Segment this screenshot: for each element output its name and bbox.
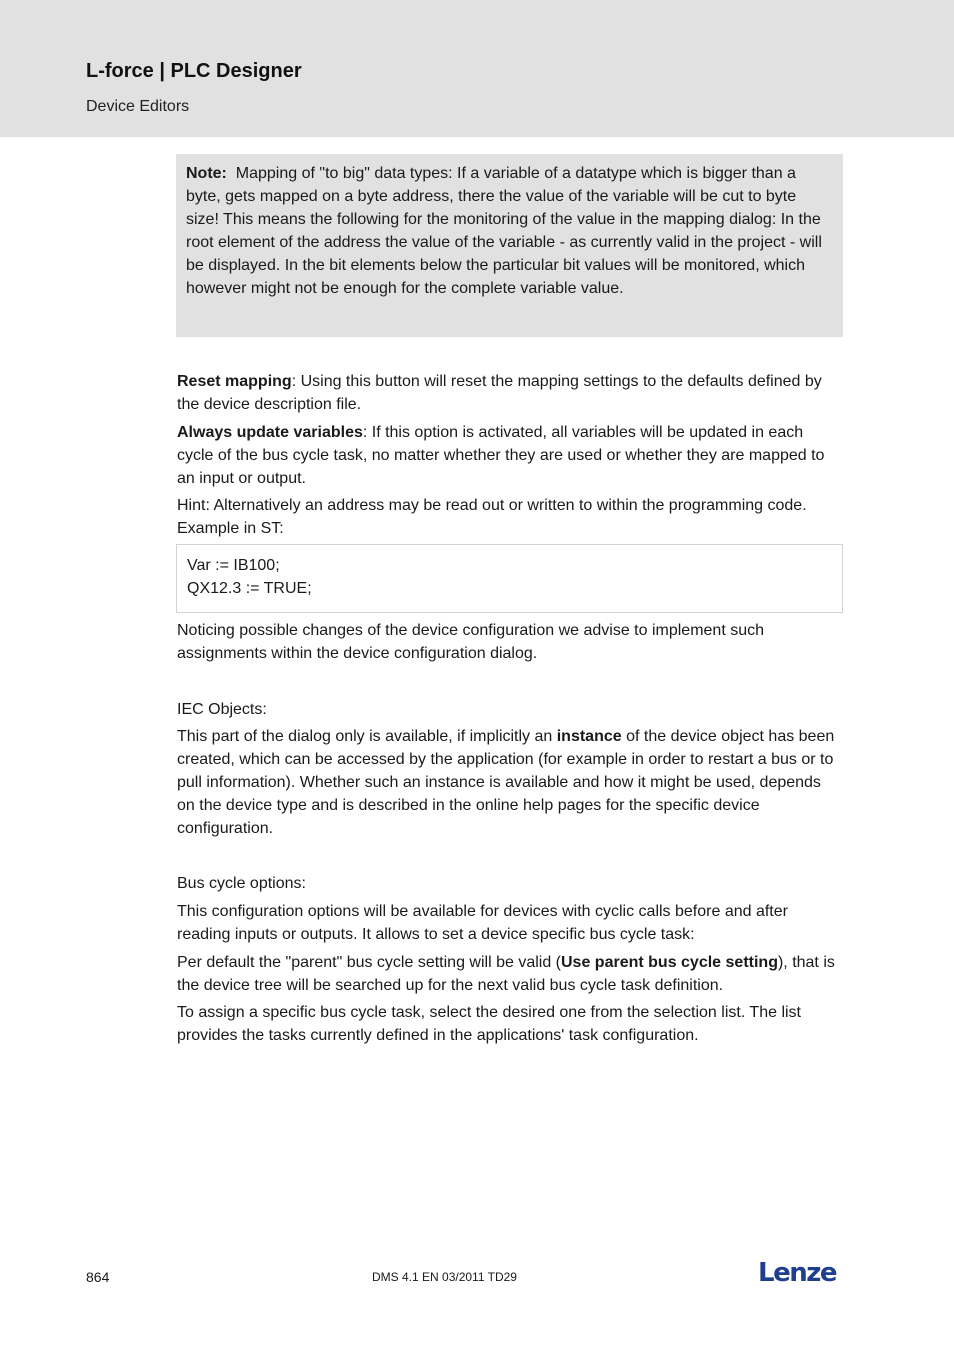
iec-text-after: of the device object has been created, which can be accessed by the application (for example in order to restart a bus or to pull information). Whether such an instance is available and how it might be used, depends on the device type and is described in the online help pages for the specific device configuration. bbox=[177, 728, 835, 837]
note-label: Note: bbox=[186, 165, 227, 182]
reset-mapping-text: : Using this button will reset the mapping settings to the defaults defined by the device description file. bbox=[177, 373, 822, 413]
page-number: 864 bbox=[86, 1269, 110, 1285]
bus-cycle-heading: Bus cycle options: bbox=[177, 875, 306, 892]
note-text: Mapping of "to big" data types: If a variable of a datatype which is bigger than a byte, gets mapped on a byte address, there the value of the variable will be cut to byte size! This means the following for the monitoring of the value in the mapping dialog: In the root element of the address the value of the variable - as currently valid in the project - will be displayed. In the bit elements below the particular bit values will be monitored, which however might not be enough for the complete variable value. bbox=[186, 165, 822, 297]
reset-mapping-paragraph bbox=[177, 370, 843, 416]
bus-cycle-text-after: ), that is the device tree will be searched up for the next valid bus cycle task definition. bbox=[177, 954, 835, 994]
document-reference: DMS 4.1 EN 03/2011 TD29 bbox=[372, 1270, 517, 1284]
bus-cycle-paragraph-1: This configuration options will be available for devices with cyclic calls before and after reading inputs or outputs. It allows to set a device specific bus cycle task: bbox=[177, 903, 788, 943]
hint-paragraph: Hint: Alternatively an address may be read out or written to within the programming code. Example in ST: bbox=[177, 497, 807, 537]
bus-cycle-text-before: Per default the "parent" bus cycle setting will be valid ( bbox=[177, 954, 561, 971]
use-parent-bus-cycle-term: Use parent bus cycle setting bbox=[561, 954, 778, 971]
reset-mapping-term: Reset mapping bbox=[177, 373, 292, 390]
always-update-term: Always update variables bbox=[177, 424, 363, 441]
iec-instance-term: instance bbox=[556, 728, 622, 745]
iec-objects-paragraph bbox=[177, 725, 843, 840]
always-update-paragraph bbox=[177, 421, 843, 490]
bus-cycle-paragraph-3: To assign a specific bus cycle task, select the desired one from the selection list. The list provides the tasks currently defined in the applications' task configuration. bbox=[177, 1004, 801, 1044]
code-line-2: QX12.3 := TRUE; bbox=[187, 580, 312, 597]
lenze-logo bbox=[758, 1257, 838, 1287]
iec-objects-heading: IEC Objects: bbox=[177, 701, 267, 718]
section-title: Device Editors bbox=[86, 98, 190, 115]
svg-text:Lenze: Lenze bbox=[758, 1258, 836, 1287]
bus-cycle-paragraph-2 bbox=[177, 951, 843, 997]
iec-text-before: This part of the dialog only is available, if implicitly an bbox=[177, 728, 557, 745]
page-header bbox=[0, 0, 954, 137]
note-box bbox=[176, 154, 843, 337]
noticing-paragraph: Noticing possible changes of the device configuration we advise to implement such assignments within the device configuration dialog. bbox=[177, 622, 764, 662]
code-example bbox=[176, 544, 843, 613]
always-update-text: : If this option is activated, all variables will be updated in each cycle of the bus cycle task, no matter whether they are used or whether they are mapped to an input or output. bbox=[177, 424, 825, 487]
document-title: L-force | PLC Designer bbox=[86, 60, 302, 82]
code-line-1: Var := IB100; bbox=[187, 557, 280, 574]
